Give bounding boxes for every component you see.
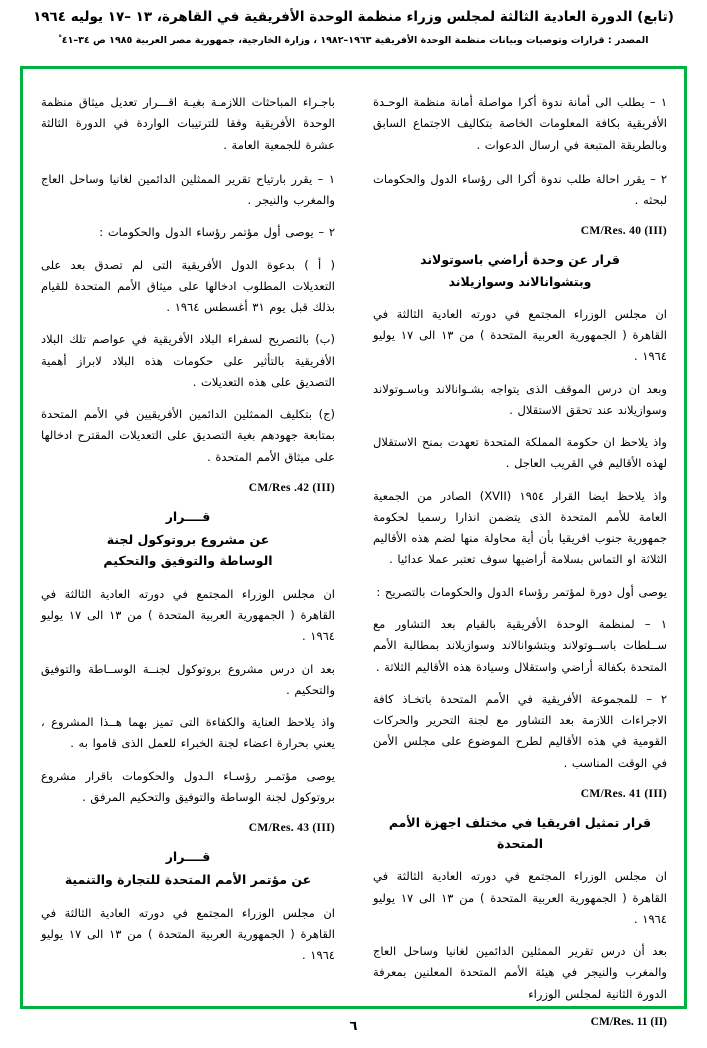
paragraph: واذ يلاحظ ايضا القرار ١٩٥٤ (XVII) الصادر من الجمعية العامة للأمم المتحدة الذى يتضمن انذارا رسميا لحكومة جمهورية جنوب افريقيا بأن أية محاولة منها لضم هذه الأقاليم الثلاثة او التماس بسلامة أراضيها سوف تعتبر عملا عدائيا . xyxy=(373,488,667,567)
resolution-code: CM/Res .42 (III) xyxy=(248,481,335,494)
paragraph: يوصى أول دورة لمؤتمر رؤساء الدول والحكومات بالتصريح : xyxy=(376,584,667,599)
paragraph: ١ – يقرر بارتياح تقرير الممثلين الدائمين لغانيا وساحل العاج والمغرب والنيجر . xyxy=(41,171,335,208)
two-column-body xyxy=(32,80,675,1028)
resolution-title-line-1: قرار عن وحدة أراضي باسوتولاند xyxy=(420,252,620,268)
column-left xyxy=(33,80,343,995)
column-right xyxy=(365,80,675,1028)
paragraph: ان مجلس الوزراء المجتمع في دورته العادية الثالثة في القاهرة ( الجمهورية العربية المتحدة ) من ١٣ الى ١٧ يوليو ١٩٦٤ . xyxy=(41,586,335,644)
resolution-title xyxy=(41,506,335,572)
resolution-title xyxy=(373,812,667,855)
resolution-title-line-1: قرار تمثيل افريقيا في مختلف اجهزة الأمم المتحدة xyxy=(388,814,652,852)
resolution-code: CM/Res. 43 (III) xyxy=(248,822,335,835)
paragraph: ( أ ) بدعوة الدول الأفريقية التى لم تصدق بعد على التعديلات المطلوب ادخالها على ميثاق الأمم المتحدة للقيام بذلك قبل يوم ٣١ أغسطس ١٩٦٤ . xyxy=(41,257,335,315)
paragraph: ان مجلس الوزراء المجتمع في دورته العادية الثالثة في القاهرة ( الجمهورية العربية المتحدة ) من ١٣ الى ١٧ يوليو ١٩٦٤ . xyxy=(41,905,335,963)
resolution-heading-word: قــــرار xyxy=(165,849,211,865)
paragraph: بعد ان درس مشروع بروتوكول لجنــة الوســاطة والتوفيق والتحكيم . xyxy=(41,661,335,697)
paragraph: باجـراء المباحثات اللازمـة بغيـة اقـــرار تعديل ميثاق منظمة الوحدة الأفريقية وفقا للترتيبات الواردة في الدورة الثالثة عشرة للجمعية العامة . xyxy=(41,95,335,152)
resolution-code: CM/Res. 41 (III) xyxy=(580,787,667,800)
page-title: (تابع) الدورة العادية الثالثة لمجلس وزراء منظمة الوحدة الأفريقية في القاهرة، ١٣ –١٧ يوليه ١٩٦٤ xyxy=(33,9,674,25)
paragraph: واذ يلاحظ العناية والكفاءة التى تميز بهما هــذا المشروع ، يعني بحرارة اعضاء لجنة الخبراء للعمل الذى قاموا به . xyxy=(41,715,335,751)
resolution-code: CM/Res. 40 (III) xyxy=(580,225,667,238)
paragraph: ان مجلس الوزراء المجتمع في دورته العادية الثالثة في القاهرة ( الجمهورية العربية المتحدة ) من ١٣ الى ١٧ يوليو ١٩٦٤ . xyxy=(373,869,667,926)
source-line: المصدر : قرارات وتوصيات وبيانات منظمة الوحدة الأفريقية ١٩٦٣–١٩٨٢ ، وزارة الخارجية، جمهورية مصر العربية ١٩٨٥ ص ٣٤–٤١ ْ xyxy=(58,34,649,46)
resolution-title-line-2: الوساطة والتوفيق والتحكيم xyxy=(103,553,273,569)
resolution-title-line-1: عن مؤتمر الأمم المتحدة للتجارة والتنمية xyxy=(64,872,312,888)
paragraph: بعد أن درس تقرير الممثلين الدائمين لغانيا وساحل العاج والمغرب والنيجر في هيئة الأمم المتحدة المعلنين بمعرفة الدورة الثانية لمجلس الوزراء xyxy=(373,944,667,1001)
paragraph: (ج) بتكليف الممثلين الدائمين الأفريقيين في الأمم المتحدة بمتابعة جهودهم بغية التصديق على التعديلات المقترح ادخالها على ميثاق الأمم المتحدة . xyxy=(41,407,335,464)
paragraph: ١ – لمنظمة الوحدة الأفريقية بالقيام بعد التشاور مع ســلطات باســوتولاند وبتشوانالاند وسوازيلاند بمطالبة الأمم المتحدة بكفالة أراضي واستقلال وسيادة هذه الأقاليم الثلاثة . xyxy=(373,617,667,674)
resolution-heading-word: قــــرار xyxy=(165,508,211,524)
resolution-title xyxy=(373,249,667,292)
paragraph: ١ – يطلب الى أمانة ندوة أكرا مواصلة أمانة منظمة الوحـدة الأفريقية بكافة المعلومات الخاصة بتكاليف الاجتماع السابق وبالطريقة المتبعة في ارسال الدعوات . xyxy=(373,95,667,152)
paragraph: واذ يلاحظ ان حكومة المملكة المتحدة تعهدت بمنح الاستقلال لهذه الأقاليم في القريب العاجل . xyxy=(373,435,667,471)
paragraph: ٢ – للمجموعة الأفريقية في الأمم المتحدة باتخـاذ كافة الاجراءات اللازمة بعد التشاور مع لجنة التحرير والحركات القومية في هذه الأقاليم لطرح الموضوع على مجلس الأمن في الوقت المناسب . xyxy=(373,691,667,770)
page-number: ٦ xyxy=(349,1019,358,1034)
resolution-title xyxy=(41,846,335,891)
paragraph: (ب) بالتصريح لسفراء البلاد الأفريقية في عواصم تلك البلاد الأفريقية بالتأثير على حكومات هذه البلاد لابراز أهمية التصديق على هذه التعديلات . xyxy=(41,332,335,389)
paragraph: ٢ – يوصى أول مؤتمر رؤساء الدول والحكومات : xyxy=(99,225,335,240)
resolution-title-line-2: وبتشوانالاند وسوازيلاند xyxy=(448,273,592,289)
paragraph: وبعد ان درس الموقف الذى يتواجه بشـوانالاند وباسـوتولاند وسوازيلاند عند تحقق الاستقلال . xyxy=(373,381,667,417)
paragraph: يوصى مؤتمـر رؤسـاء الـدول والحكومات باقرار مشروع بروتوكول لجنة الوساطة والتوفيق والتحكيم المرفق . xyxy=(41,768,335,804)
paragraph: ان مجلس الوزراء المجتمع في دورته العادية الثالثة في القاهرة ( الجمهورية العربية المتحدة ) من ١٣ الى ١٧ يوليو ١٩٦٤ . xyxy=(373,306,667,364)
page-header xyxy=(0,8,707,47)
resolution-code: CM/Res. 11 (II) xyxy=(590,1015,667,1028)
paragraph: ٢ – يقرر احالة طلب ندوة أكرا الى رؤساء الدول والحكومات لبحثه . xyxy=(373,171,667,208)
resolution-title-line-1: عن مشروع بروتوكول لجنة xyxy=(106,532,270,548)
